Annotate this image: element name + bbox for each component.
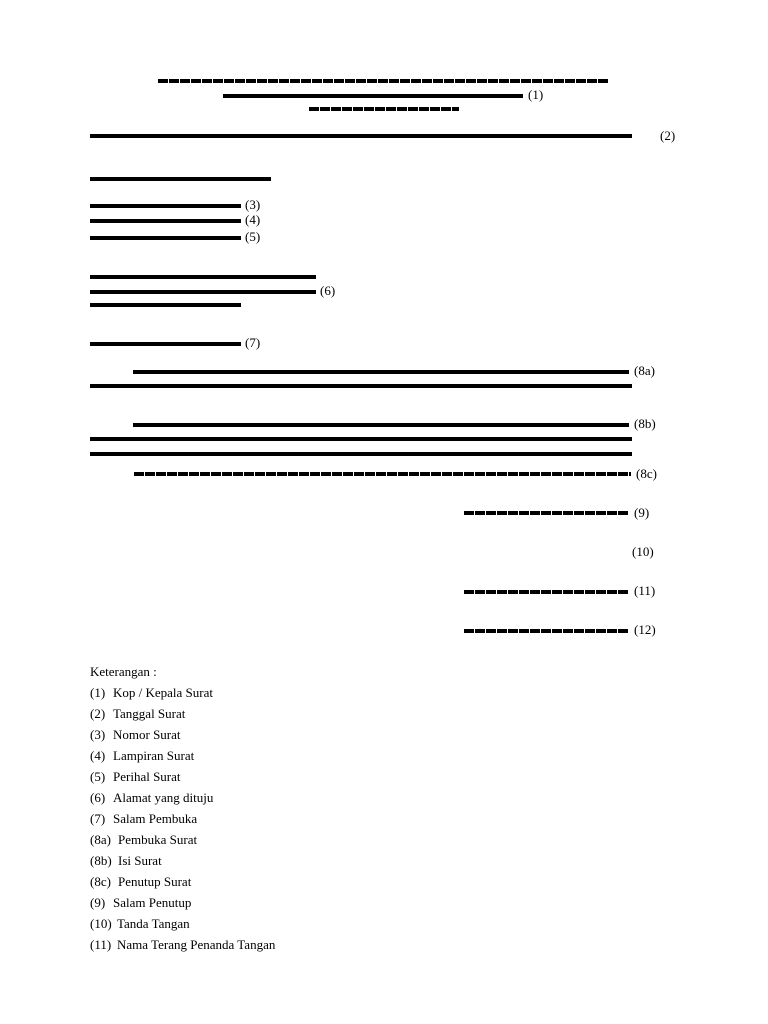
opening-line-1 [133, 370, 629, 374]
legend-number: (8c) [90, 874, 111, 889]
letterhead-line-2 [223, 94, 523, 98]
legend-text: Lampiran Surat [113, 748, 195, 763]
body-line-3 [90, 452, 632, 456]
legend-item [90, 913, 275, 934]
legend-text: Nama Terang Penanda Tangan [117, 937, 276, 952]
number-line [90, 204, 241, 208]
legend-number: (9) [90, 895, 106, 910]
legend-text: Pembuka Surat [118, 832, 198, 847]
legend-text: Tanggal Surat [113, 706, 186, 721]
legend-text: Tanda Tangan [117, 916, 190, 931]
legend-text: Isi Surat [118, 853, 162, 868]
marker-1: (1) [528, 87, 544, 102]
letterhead-line-1 [158, 79, 609, 83]
date-line [90, 134, 632, 138]
subject-line [90, 236, 241, 240]
address-line-2 [90, 290, 316, 294]
address-line-3 [90, 303, 241, 307]
legend-item [90, 871, 275, 892]
signer-position-line [464, 629, 629, 633]
legend-text: Salam Penutup [113, 895, 192, 910]
legend-number: (7) [90, 811, 106, 826]
marker-7: (7) [245, 335, 261, 350]
marker-8b: (8b) [634, 416, 656, 431]
line-above-number [90, 177, 271, 181]
legend-text: Salam Pembuka [113, 811, 198, 826]
signer-name-line [464, 590, 629, 594]
marker-12: (12) [634, 622, 656, 637]
attachment-line [90, 219, 241, 223]
letterhead-line-3 [309, 107, 459, 111]
marker-3: (3) [245, 197, 261, 212]
marker-5: (5) [245, 229, 261, 244]
legend-item [90, 808, 275, 829]
legend-text: Penutup Surat [118, 874, 192, 889]
legend-item [90, 682, 275, 703]
legend-item [90, 892, 275, 913]
marker-8a: (8a) [634, 363, 655, 378]
legend-number: (2) [90, 706, 106, 721]
marker-10: (10) [632, 544, 654, 559]
legend-number: (8b) [90, 853, 112, 868]
legend-text: Nomor Surat [113, 727, 181, 742]
legend-text: Kop / Kepala Surat [113, 685, 214, 700]
legend-item [90, 766, 275, 787]
marker-2: (2) [660, 128, 676, 143]
legend-text: Perihal Surat [113, 769, 181, 784]
closing-salutation-line [464, 511, 629, 515]
legend-number: (4) [90, 748, 106, 763]
legend-number: (1) [90, 685, 106, 700]
legend-item [90, 703, 275, 724]
salutation-line [90, 342, 241, 346]
legend-item [90, 829, 275, 850]
marker-9: (9) [634, 505, 650, 520]
marker-4: (4) [245, 212, 261, 227]
address-line-1 [90, 275, 316, 279]
legend-item [90, 850, 275, 871]
legend-text: Alamat yang dituju [113, 790, 214, 805]
legend-item [90, 724, 275, 745]
legend-title: Keterangan : [90, 664, 157, 679]
body-line-2 [90, 437, 632, 441]
legend-number: (10) [90, 916, 112, 931]
legend-item [90, 934, 275, 955]
body-line-1 [133, 423, 629, 427]
legend-item [90, 745, 275, 766]
legend-number: (8a) [90, 832, 111, 847]
marker-11: (11) [634, 583, 656, 598]
legend-number: (5) [90, 769, 106, 784]
opening-line-2 [90, 384, 632, 388]
legend-number: (11) [90, 937, 112, 952]
marker-8c: (8c) [636, 466, 657, 481]
legend-item [90, 787, 275, 808]
legend-number: (6) [90, 790, 106, 805]
marker-6: (6) [320, 283, 336, 298]
legend-number: (3) [90, 727, 106, 742]
closing-paragraph-line [134, 472, 631, 476]
legend [90, 661, 275, 955]
